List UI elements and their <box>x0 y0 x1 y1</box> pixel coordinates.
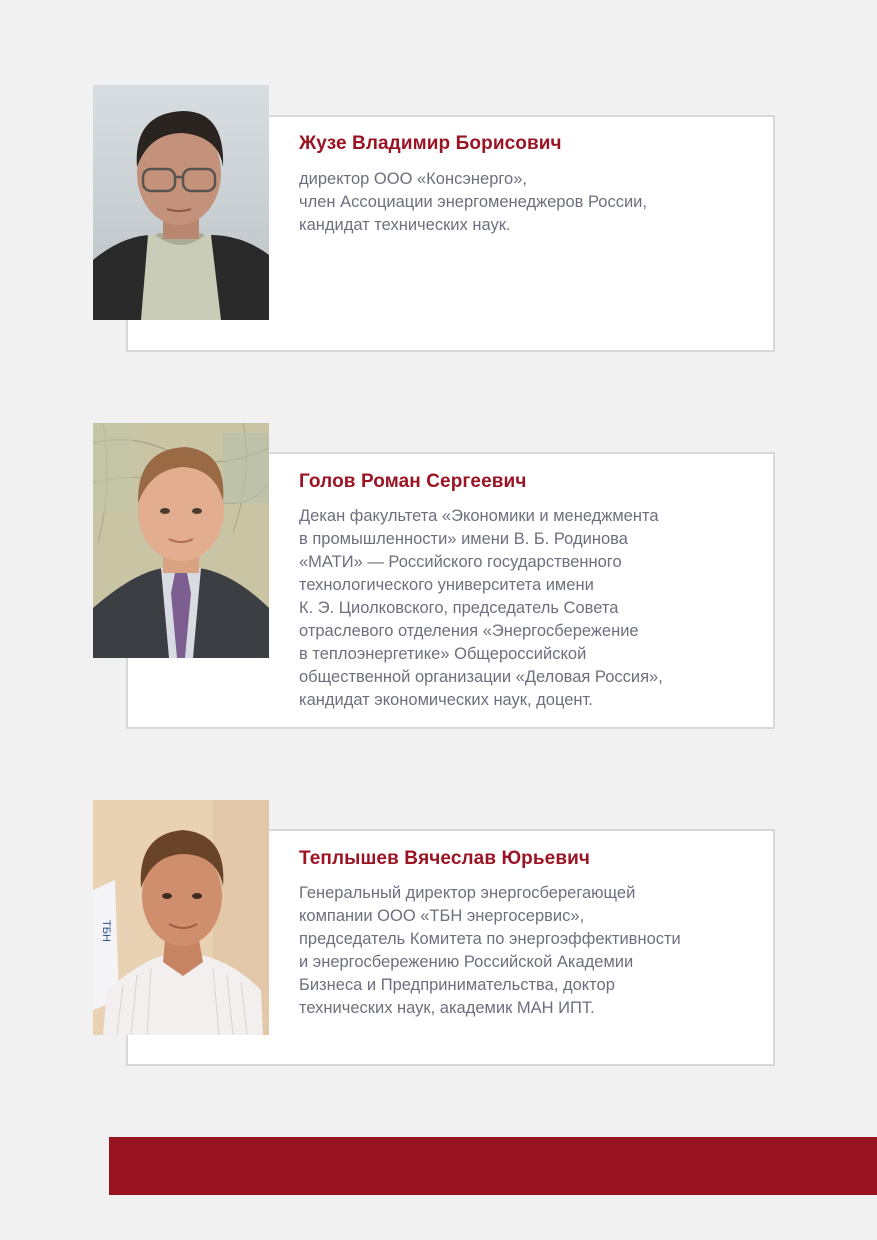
description-line: компании ООО «ТБН энергосервис», <box>299 907 585 925</box>
description-line: отраслевого отделения «Энергосбережение <box>299 622 639 640</box>
description-line: общественной организации «Деловая Россия», <box>299 668 663 686</box>
person-description-3 <box>299 882 759 1020</box>
description-line: кандидат экономических наук, доцент. <box>299 691 593 709</box>
person-name-1: Жузе Владимир Борисович <box>299 133 562 154</box>
flag-text: ТБН <box>100 920 112 942</box>
description-line: директор ООО «Консэнерго», <box>299 170 527 188</box>
description-line: член Ассоциации энергоменеджеров России, <box>299 193 647 211</box>
description-line: председатель Комитета по энергоэффективности <box>299 930 681 948</box>
description-line: в теплоэнергетике» Общероссийской <box>299 645 587 663</box>
description-line: Бизнеса и Предпринимательства, доктор <box>299 976 615 994</box>
description-line: технологического университета имени <box>299 576 594 594</box>
description-line: в промышленности» имени В. Б. Родинова <box>299 530 628 548</box>
person-name-3: Теплышев Вячеслав Юрьевич <box>299 848 591 869</box>
description-line: К. Э. Циолковского, председатель Совета <box>299 599 619 617</box>
person-name-2: Голов Роман Сергеевич <box>299 471 527 492</box>
person-photo-3 <box>93 800 269 1035</box>
description-line: «МАТИ» — Российского государственного <box>299 553 622 571</box>
description-line: и энергосбережению Российской Академии <box>299 953 634 971</box>
person-photo-1 <box>93 85 269 320</box>
description-line: Декан факультета «Экономики и менеджмента <box>299 507 659 525</box>
footer-bar <box>109 1137 877 1195</box>
description-line: кандидат технических наук. <box>299 216 511 234</box>
description-line: технических наук, академик МАН ИПТ. <box>299 999 595 1017</box>
person-photo-2 <box>93 423 269 658</box>
person-description-2 <box>299 505 759 712</box>
person-description-1 <box>299 168 759 237</box>
description-line: Генеральный директор энергосберегающей <box>299 884 636 902</box>
